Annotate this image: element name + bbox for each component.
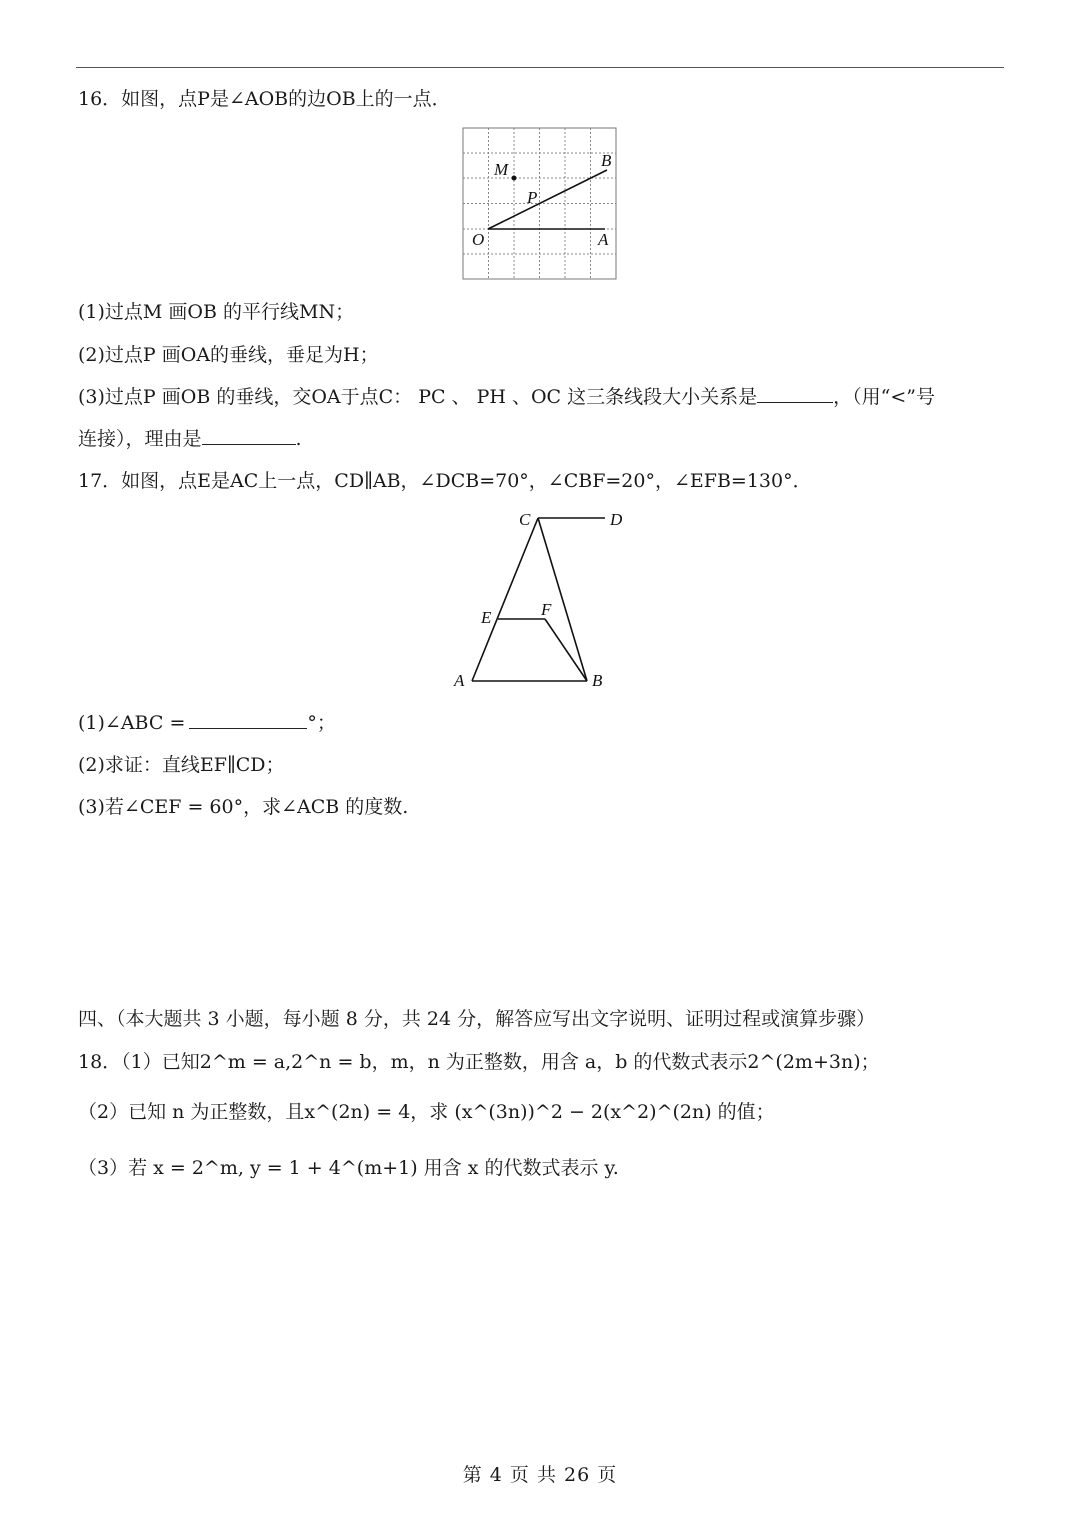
q17-part3: (3)若∠CEF = 60°，求∠ACB 的度数. [78, 796, 409, 818]
label-b: B [601, 151, 612, 170]
q16-part1: (1)过点M 画OB 的平行线MN； [78, 301, 355, 323]
q16-part3-hint: ，（用“<”号 [833, 386, 935, 408]
q16-part3-reason: 连接），理由是 [78, 428, 202, 450]
section-heading: 四、（本大题共 3 小题，每小题 8 分，共 24 分，解答应写出文字说明、证明过程或演算步骤） [78, 1008, 876, 1030]
header-rule [76, 67, 1004, 68]
q16-part3 [78, 384, 935, 410]
segment-ca [472, 518, 538, 681]
label-c: C [519, 510, 531, 529]
q17-part1-text: (1)∠ABC = [78, 712, 186, 734]
segment-fb [545, 619, 587, 681]
q17-part1-unit: °； [307, 712, 336, 734]
label-b: B [592, 671, 603, 690]
q16-part3-cont [78, 426, 302, 452]
label-a: A [454, 671, 465, 690]
q16-part3-end: . [295, 428, 302, 450]
point-m [512, 176, 517, 181]
label-m: M [494, 160, 509, 179]
answer-blank[interactable] [757, 384, 833, 403]
page-footer: 第 4 页 共 26 页 [462, 1464, 618, 1486]
q17-figure [445, 505, 645, 695]
q16-part2: (2)过点P 画OA的垂线，垂足为H； [78, 344, 379, 366]
label-e: E [481, 608, 492, 627]
label-o: O [472, 230, 485, 249]
q16-part3-text: (3)过点P 画OB 的垂线，交OA于点C： PC 、 PH 、OC 这三条线段大小关系是 [78, 386, 758, 408]
q17-stem: 17．如图，点E是AC上一点，CD∥AB，∠DCB=70°，∠CBF=20°，∠EFB=130°． [78, 470, 812, 492]
q16-figure [455, 120, 625, 286]
q17-part2: (2)求证：直线EF∥CD； [78, 754, 285, 776]
label-d: D [610, 510, 623, 529]
label-p: P [527, 188, 538, 207]
q18-part2: （2）已知 n 为正整数，且x^(2n) = 4，求 (x^(3n))^2 − 2(x^2)^(2n) 的值； [78, 1101, 775, 1123]
answer-blank[interactable] [189, 710, 307, 729]
label-f: F [541, 600, 552, 619]
q18-part1: 18．（1）已知2^m = a,2^n = b，m，n 为正整数，用含 a，b 的代数式表示2^(2m+3n)； [78, 1051, 880, 1073]
label-a: A [598, 230, 609, 249]
q16-stem: 16．如图，点P是∠AOB的边OB上的一点． [78, 88, 451, 110]
q17-part1 [78, 710, 336, 736]
answer-blank[interactable] [202, 426, 296, 445]
q18-part3: （3）若 x = 2^m, y = 1 + 4^(m+1) 用含 x 的代数式表示 y. [78, 1157, 619, 1179]
